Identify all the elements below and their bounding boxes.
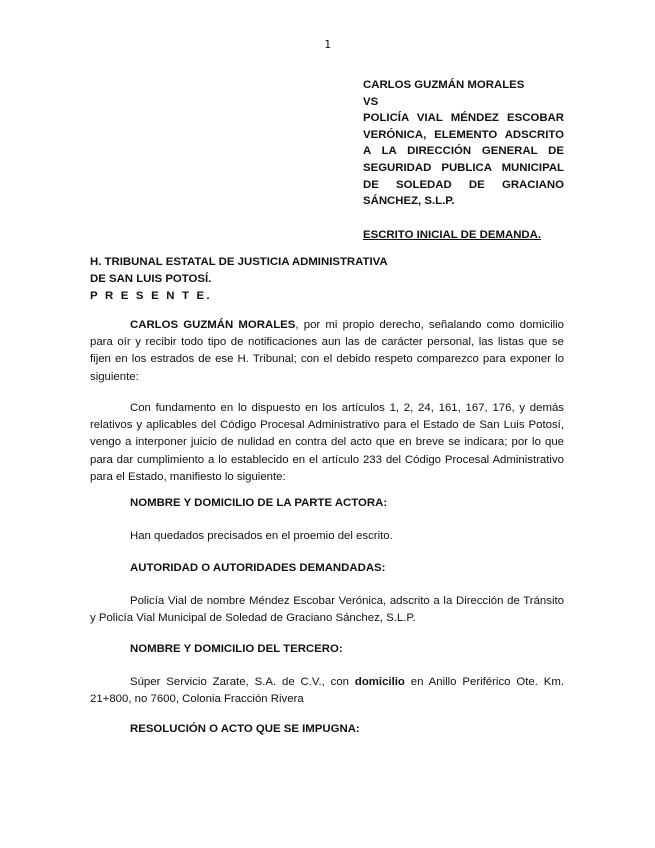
third-party-bold-word: domicilio [354, 676, 405, 688]
addressee-line: H. TRIBUNAL ESTATAL DE JUSTICIA ADMINISTRATIVA [90, 256, 388, 268]
page-number: 1 [324, 38, 331, 51]
foundation-text: Con fundamento en lo dispuesto en los artículos 1, 2, 24, 161, 167, 176, y demás relativos y aplicables del Código Procesal Administrativo para el Estado de San Luis Potosí, vengo a interponer juicio de nulidad en contra del acto que en breve se indicara; por lo que para dar cumplimiento a lo establecido en el artículo 233 del Código Procesal Administrativo para el Estado, manifiesto lo siguiente: [90, 402, 564, 483]
plaintiff-name: CARLOS GUZMÁN MORALES [130, 319, 296, 331]
plaintiff-paragraph [90, 528, 564, 545]
third-party-paragraph [90, 674, 564, 708]
intro-text: , por mi propio derecho, señalando como domicilio para oír y recibir todo tipo de notificaciones aun las de carácter personal, las listas que se fijen en los estrados de ese H. Tribunal; con el debido respeto comparezco para exponer lo siguiente: [90, 319, 564, 383]
case-header-line: POLICÍA VIAL MÉNDEZ ESCOBAR [363, 112, 564, 125]
addressee-presente: P R E S E N T E. [90, 289, 212, 302]
addressee-line: DE SAN LUIS POTOSÍ. [90, 272, 212, 285]
document-title: ESCRITO INICIAL DE DEMANDA. [363, 228, 542, 241]
case-header-line: VS [363, 95, 379, 108]
case-header [363, 77, 564, 243]
plaintiff-heading: NOMBRE Y DOMICILIO DE LA PARTE ACTORA: [130, 497, 388, 509]
foundation-paragraph [90, 400, 564, 486]
resolution-heading: RESOLUCIÓN O ACTO QUE SE IMPUGNA: [130, 723, 360, 735]
third-party-heading: NOMBRE Y DOMICILIO DEL TERCERO: [130, 643, 343, 655]
authority-paragraph [90, 593, 564, 627]
case-header-line: SÁNCHEZ, S.L.P. [363, 195, 455, 208]
plaintiff-text: Han quedados precisados en el proemio del escrito. [130, 530, 393, 542]
third-party-text: Súper Servicio Zarate, S.A. de C.V., con [130, 676, 355, 688]
case-header-line: A LA DIRECCIÓN GENERAL DE [363, 145, 564, 158]
case-header-line: VERÓNICA, ELEMENTO ADSCRITO [363, 128, 564, 141]
case-header-line: CARLOS GUZMÁN MORALES [363, 79, 525, 91]
third-party-text-after: en Anillo Periférico Ote. Km. 21+800, no 7600, Colonia Fracción Rivera [90, 676, 565, 706]
case-header-line: DE SOLEDAD DE GRACIANO [363, 178, 564, 191]
intro-paragraph [90, 317, 564, 386]
addressee-block [90, 254, 570, 304]
case-header-line: SEGURIDAD PUBLICA MUNICIPAL [363, 161, 564, 174]
authority-text: Policía Vial de nombre Méndez Escobar Verónica, adscrito a la Dirección de Tránsito y Policía Vial Municipal de Soledad de Graciano Sánchez, S.L.P. [90, 595, 564, 625]
authority-heading: AUTORIDAD O AUTORIDADES DEMANDADAS: [130, 562, 386, 574]
